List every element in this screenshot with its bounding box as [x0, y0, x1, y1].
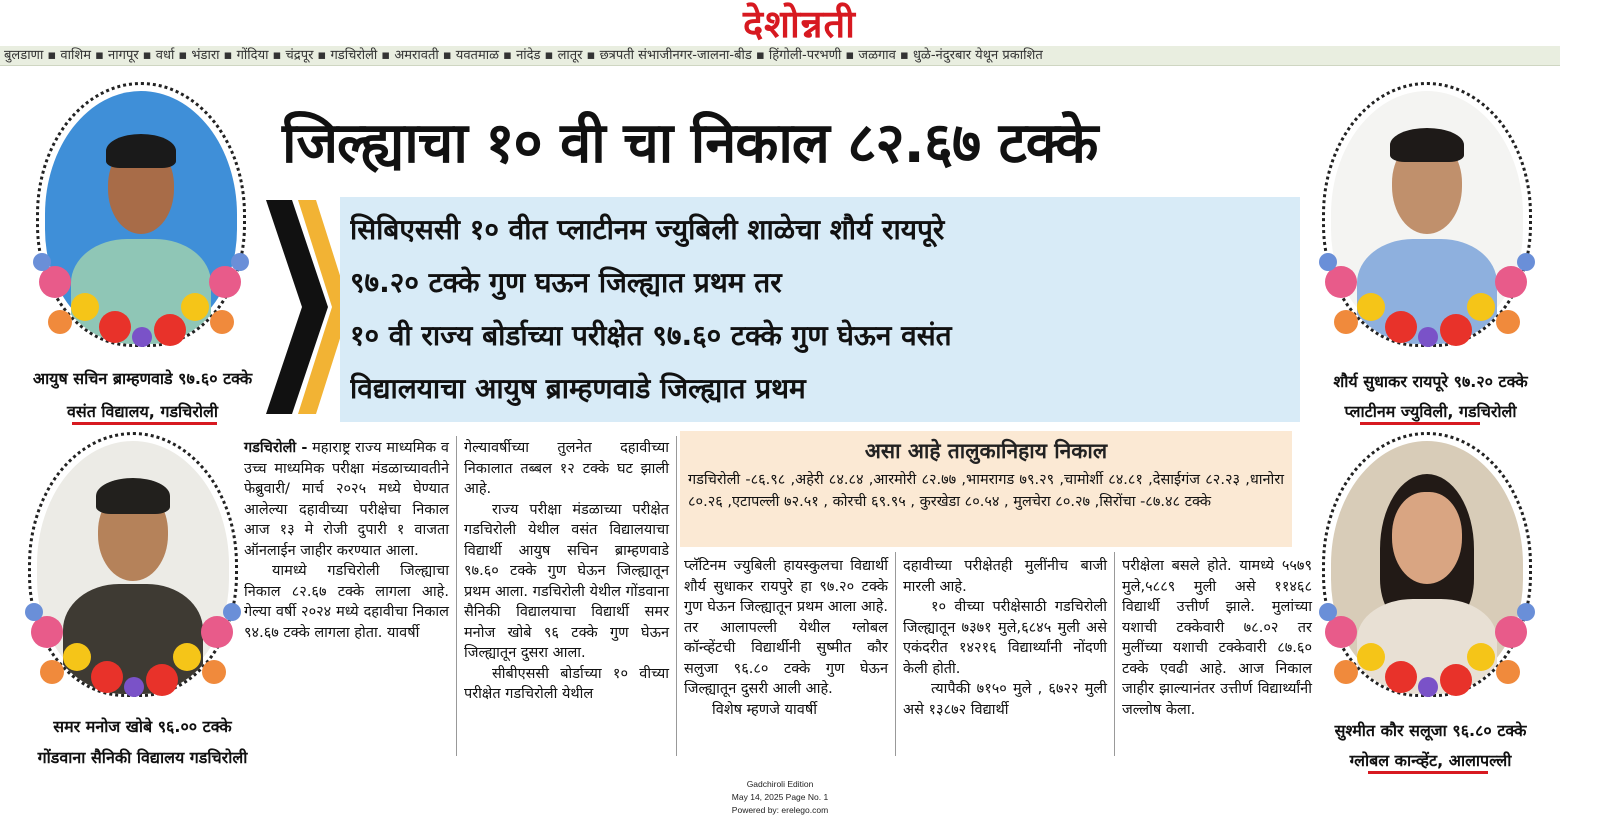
taluka-results-box [680, 431, 1292, 547]
column-rule [676, 436, 677, 756]
column-rule [895, 552, 896, 756]
article-column-5 [1122, 556, 1312, 720]
caption-school: गोंडवाना सैनिकी विद्यालय गडचिरोली [37, 748, 248, 767]
flower-decoration-icon [1316, 242, 1538, 352]
red-underline [1368, 771, 1488, 774]
flower-decoration-icon [30, 242, 252, 352]
student-photo-top-right [1316, 82, 1538, 352]
column-rule [1114, 552, 1115, 756]
subheadline-box [340, 197, 1300, 422]
red-underline [72, 422, 217, 425]
footer-powered: Powered by: erelego.com [731, 805, 829, 815]
article-text: प्लॅटिनम ज्युबिली हायस्कुलचा विद्यार्थी शौर्य सुधाकर रायपुरे हा ९७.२० टक्के गुण घेऊन जिल्ह्यातून प्रथम आला आहे. तर आलापल्ली येथील ग्लोबल कॉन्व्हेंटची विद्यार्थीनी सुष्मीत कौर सलुजा ९६.८० टक्के गुण घेऊन जिल्ह्यातून दुसरी आली आहे. [684, 558, 888, 697]
edition-strip: बुलडाणा ▪ वाशिम ▪ नागपूर ▪ वर्धा ▪ भंडारा ▪ गोंदिया ▪ चंद्रपूर ▪ गडचिरोली ▪ अमरावती ▪ यवतमाळ ▪ नांदेड ▪ लातूर ▪ छत्रपती संभाजीनगर-जालना-बीड ▪ हिंगोली-परभणी ▪ जळगाव ▪ धुळे-नंदुरबार येथून प्रकाशित [0, 46, 1560, 66]
caption-name: समर मनोज खोबे ९६.०० टक्के [53, 717, 232, 736]
flower-decoration-icon [1316, 592, 1538, 702]
subheadline-line: विद्यालयाचा आयुष ब्राम्हणवाडे जिल्ह्यात प्रथम [350, 372, 806, 405]
footer-edition: Gadchiroli Edition [746, 779, 814, 789]
article-text: गेल्यावर्षीच्या तुलनेत दहावीच्या निकालात तब्बल १२ टक्के घट झाली आहे. [464, 440, 669, 497]
student-photo-top-left [30, 82, 252, 352]
article-text: १० वीच्या परीक्षेसाठी गडचिरोली जिल्ह्यातून ७३७१ मुले,६८४५ मुली असे एकंदरीत १४२१६ विद्यार्थ्यांनी नोंदणी केली होती. [903, 599, 1107, 677]
student-photo-bottom-right [1316, 432, 1538, 702]
page-footer [680, 778, 880, 817]
column-rule [456, 436, 457, 756]
taluka-title: असा आहे तालुकानिहाय निकाल [864, 439, 1108, 463]
masthead [0, 0, 1599, 48]
subheadline-line: ९७.२० टक्के गुण घऊन जिल्ह्यात प्रथम तर [350, 266, 782, 299]
flower-decoration-icon [22, 592, 244, 702]
article-text: सीबीएससी बोर्डाच्या १० वीच्या परीक्षेत गडचिरोली येथील [464, 665, 669, 702]
taluka-results: गडचिरोली -८६.९८ ,अहेरी ८४.८४ ,आरमोरी ८२.७७ ,भामरागड ७९.२९ ,चामोर्शी ८४.८१ ,देसाईगंज ८२.२३ ,धानोरा ८०.२६ ,एटापल्ली ७२.५१ , कोरची ६९.९५ , कुरखेडा ८०.५४ , मुलचेरा ८०.२७ ,सिरोंचा -८७.४८ टक्के [688, 472, 1284, 510]
headline: जिल्ह्याचा १० वी चा निकाल ८२.६७ टक्के [282, 111, 1098, 176]
subheadline-line: १० वी राज्य बोर्डाच्या परीक्षेत ९७.६० टक्के गुण घेऊन वसंत [350, 319, 952, 352]
caption-school: ग्लोबल कान्व्हेंट, आलापल्ली [1349, 751, 1512, 770]
article-text: महाराष्ट्र राज्य माध्यमिक व उच्च माध्यमिक परीक्षा मंडळाच्यावतीने फेब्रुवारी/ मार्च २०२५ मध्ये घेण्यात आलेल्या दहावीच्या परीक्षेचा निकाल आज १३ मे रोजी दुपारी १ वाजता ऑनलाईन जाहीर करण्यात आला. [244, 440, 449, 559]
article-text: त्यापैकी ७१५० मुले , ६७२२ मुली असे १३८७२ विद्यार्थी [903, 681, 1107, 718]
article-text: यामध्ये गडचिरोली जिल्ह्याचा निकाल ८२.६७ टक्के लागला आहे. गेल्या वर्षी २०२४ मध्ये दहावीचा निकाल ९४.६७ टक्के लागला होता. यावर्षी [244, 563, 449, 641]
caption-school: प्लाटीनम ज्युविली, गडचिरोली [1344, 402, 1517, 421]
article-column-1 [244, 438, 449, 643]
article-text: विशेष म्हणजे यावर्षी [712, 701, 817, 718]
caption-name: शौर्य सुधाकर रायपूरे ९७.२० टक्के [1333, 372, 1528, 391]
article-text: परीक्षेला बसले होते. यामध्ये ५५७९ मुले,५८८९ मुली असे ११४६८ विद्यार्थी उत्तीर्ण झाले. मुलांच्या यशाची टक्केवारी ७८.०२ तर मुलींच्या यशाची टक्केवारी ८७.६० टक्के एवढी आहे. आज निकाल जाहीर झाल्यानंतर उत्तीर्ण विद्यार्थ्यांनी जल्लोष केला. [1122, 558, 1312, 718]
caption-school: वसंत विद्यालय, गडचिरोली [67, 402, 218, 421]
student-photo-bottom-left [22, 432, 244, 702]
caption-name: आयुष सचिन ब्राम्हणवाडे ९७.६० टक्के [32, 369, 253, 388]
article-text: दहावीच्या परीक्षेतही मुलींनीच बाजी मारली आहे. [903, 558, 1107, 595]
footer-date: May 14, 2025 Page No. 1 [731, 792, 829, 802]
caption-name: सुश्मीत कौर सलूजा ९६.८० टक्के [1334, 721, 1527, 740]
red-underline [1360, 422, 1480, 425]
article-column-2 [464, 438, 669, 705]
newspaper-logo: देशोन्नती [742, 2, 857, 46]
article-text: राज्य परीक्षा मंडळाच्या परीक्षेत गडचिरोली येथील वसंत विद्यालयाचा विद्यार्थी आयुष सचिन ब्राम्हणवाडे ९७.६० टक्के गुण घेऊन जिल्ह्यातून प्रथम आला. गडचिरोली येथील गोंडवाना सैनिकी विद्यालयाचा विद्यार्थी समर मनोज खोबे ९६ टक्के गुण घेऊन जिल्ह्यातून दुसरा आला. [464, 501, 669, 661]
subheadline-line: सिबिएससी १० वीत प्लाटीनम ज्युबिली शाळेचा शौर्य रायपूरे [350, 213, 945, 246]
chevron-icon [262, 192, 352, 422]
article-column-3 [684, 556, 888, 720]
article-column-4 [903, 556, 1107, 720]
dateline: गडचिरोली - [244, 440, 308, 456]
